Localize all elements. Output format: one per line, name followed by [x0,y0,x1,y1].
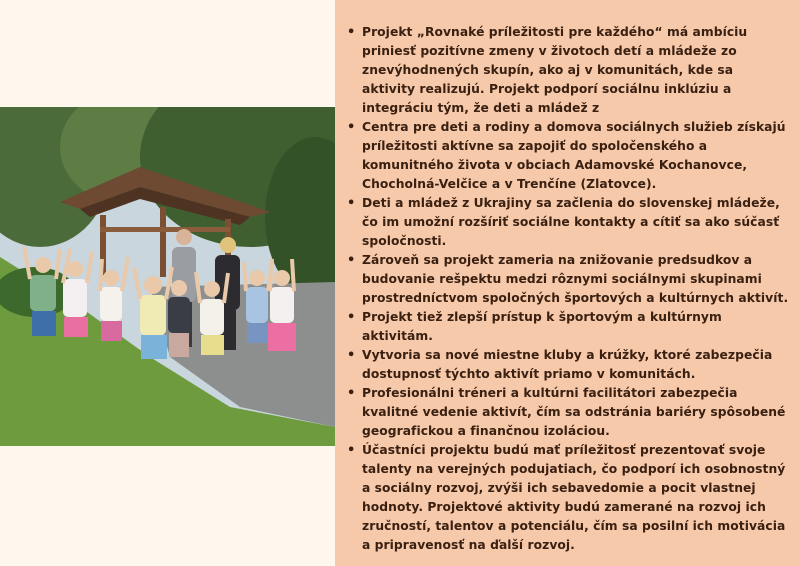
bullet-item: • Profesionálni tréneri a kultúrni facilitátori zabezpečia kvalitné vedenie aktivít, čím sa odstránia bariéry spôsobené geografickou a finančnou izoláciou. [345,384,790,441]
bullet-item: • Centra pre deti a rodiny a domova sociálnych služieb získajú príležitosti aktívne sa zapojiť do spoločenského a komunitného života v obciach Adamovské Kochanovce, Chocholná-Velčice a v Trenčíne (Zlatovce). [345,118,790,194]
left-panel [0,0,335,566]
bullet-item: • Účastníci projektu budú mať príležitosť prezentovať svoje talenty na verejných podujatiach, čo podporí ich osobnostný a sociálny rozvoj, zvýši ich sebavedomie a pocit vlastnej hodnoty. Projektové aktivity budú zamerané na rozvoj ich zručností, talentov a potenciálu, čím sa posilní ich motivácia a pripravenosť na ďalší rozvoj. [345,441,790,555]
bullet-item: • Projekt „Rovnaké príležitosti pre každého“ má ambíciu priniesť pozitívne zmeny v životoch detí a mládeže zo znevýhodnených skupín, ako aj v komunitách, kde sa aktivity realizujú. Projekt podporí sociálnu inklúziu a integráciu tým, že deti a mládež z [345,23,790,118]
bullet-item: • Deti a mládež z Ukrajiny sa začlenia do slovenskej mládeže, čo im umožní rozšíriť sociálne kontakty a cítiť sa ako súčasť spoločnosti. [345,194,790,251]
right-panel [335,0,800,566]
bullet-item: • Projekt tiež zlepší prístup k športovým a kultúrnym aktivitám. [345,308,790,346]
bullet-item: • Vytvoria sa nové miestne kluby a krúžky, ktoré zabezpečia dostupnosť týchto aktivít priamo v komunitách. [345,346,790,384]
bullet-list [345,23,790,555]
children-group-photo [0,107,335,446]
bullet-item: • Zároveň sa projekt zameria na znižovanie predsudkov a budovanie rešpektu medzi rôznymi sociálnymi skupinami prostredníctvom spoločných športových a kultúrnych aktivít. [345,251,790,308]
